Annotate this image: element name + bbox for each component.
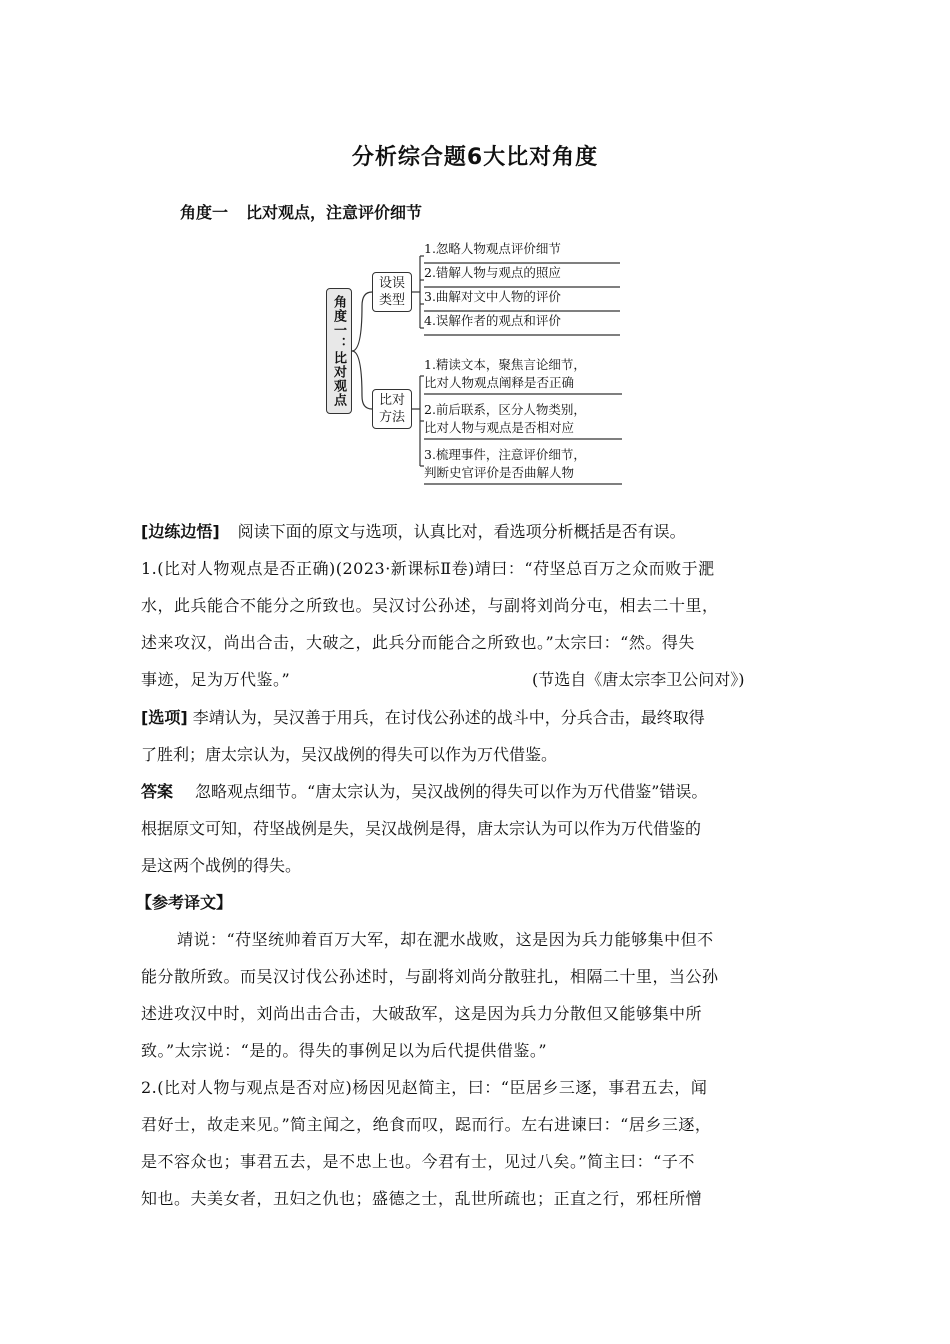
error-type-item: 3.曲解对文中人物的评价 [424, 289, 561, 304]
intro-line [141, 513, 821, 550]
answer-tag: 答案 [141, 782, 174, 801]
q1-answer-line: 答案 忽略观点细节。“唐太宗认为，吴汉战例的得失可以作为万代借鉴”错误。 [141, 782, 708, 801]
page-title: 分析综合题6大比对角度 [351, 145, 599, 170]
q2-line: 是不容众也；事君五去，是不忠上也。今君有士，见过八矣。”简主曰：“子不 [141, 1152, 695, 1171]
mind-map-root: 角度一：比对观点 [326, 288, 352, 414]
intro-tag: [边练边悟] [141, 522, 220, 541]
translation-line: 靖说：“苻坚统帅着百万大军，却在淝水战败，这是因为兵力能够集中但不 [177, 930, 714, 949]
error-type-item: 4.误解作者的观点和评价 [424, 313, 561, 328]
q2-line: 知也。夫美女者，丑妇之仇也；盛德之士，乱世所疏也；正直之行，邪枉所憎 [141, 1189, 703, 1208]
q1-line: 水，此兵能合不能分之所致也。吴汉讨公孙述，与副将刘尚分屯，相去二十里， [141, 596, 719, 615]
mind-map [320, 236, 640, 488]
error-type-item: 1.忽略人物观点评价细节 [424, 241, 561, 256]
method-item: 1.精读文本，聚焦言论细节， 比对人物观点阐释是否正确 [424, 357, 586, 390]
q1-line: 述来攻汉，尚出合击，大破之，此兵分而能合之所致也。”太宗曰：“然。得失 [141, 633, 695, 652]
method-item: 3.梳理事件，注意评价细节， 判断史官评价是否曲解人物 [424, 447, 586, 480]
category-compare-methods: 比对 方法 [372, 389, 412, 429]
translation-line: 述进攻汉中时，刘尚出击合击，大破敌军，这是因为兵力分散但又能够集中所 [141, 1004, 703, 1023]
q1-line: 事迹，足为万代鉴。” [141, 670, 291, 689]
intro-text: 阅读下面的原文与选项，认真比对，看选项分析概括是否有误。 [237, 522, 686, 541]
q1-option-line: 了胜利；唐太宗认为，吴汉战例的得失可以作为万代借鉴。 [141, 745, 558, 764]
q1-option-line: [选项] 李靖认为，吴汉善于用兵，在讨伐公孙述的战斗中，分兵合击，最终取得 [141, 708, 705, 727]
method-item: 2.前后联系，区分人物类别， 比对人物与观点是否相对应 [424, 402, 586, 435]
section-label: 角度一 [180, 203, 229, 222]
error-type-item: 2.错解人物与观点的照应 [424, 265, 561, 280]
translation-line: 能分散所致。而吴汉讨伐公孙述时，与副将刘尚分散驻扎，相隔二十里，当公孙 [141, 967, 719, 986]
category-error-types: 设误 类型 [372, 272, 412, 312]
translation-tag: 【参考译文】 [136, 893, 233, 912]
connector-root-cat2 [352, 351, 372, 409]
q1-line: 1.(比对人物观点是否正确)(2023·新课标Ⅱ卷)靖曰：“苻坚总百万之众而败于淝 [141, 559, 715, 578]
section-heading [180, 200, 422, 223]
translation-line: 致。”太宗说：“是的。得失的事例足以为后代提供借鉴。” [141, 1041, 548, 1060]
q1-answer-line: 根据原文可知，苻坚战例是失，吴汉战例是得，唐太宗认为可以作为万代借鉴的 [141, 819, 702, 838]
section-name: 比对观点，注意评价细节 [246, 203, 423, 222]
q1-answer-line: 是这两个战例的得失。 [141, 856, 302, 875]
q1-source: (节选自《唐太宗李卫公问对》) [532, 670, 745, 689]
q2-line: 2.(比对人物与观点是否对应)杨因见赵简主，曰：“臣居乡三逐，事君五去，闻 [141, 1078, 708, 1097]
q2-line: 君好士，故走来见。”简主闻之，绝食而叹，跽而行。左右进谏曰：“居乡三逐， [141, 1115, 712, 1134]
connector-root-cat1 [352, 292, 372, 351]
option-tag: [选项] [141, 708, 188, 727]
